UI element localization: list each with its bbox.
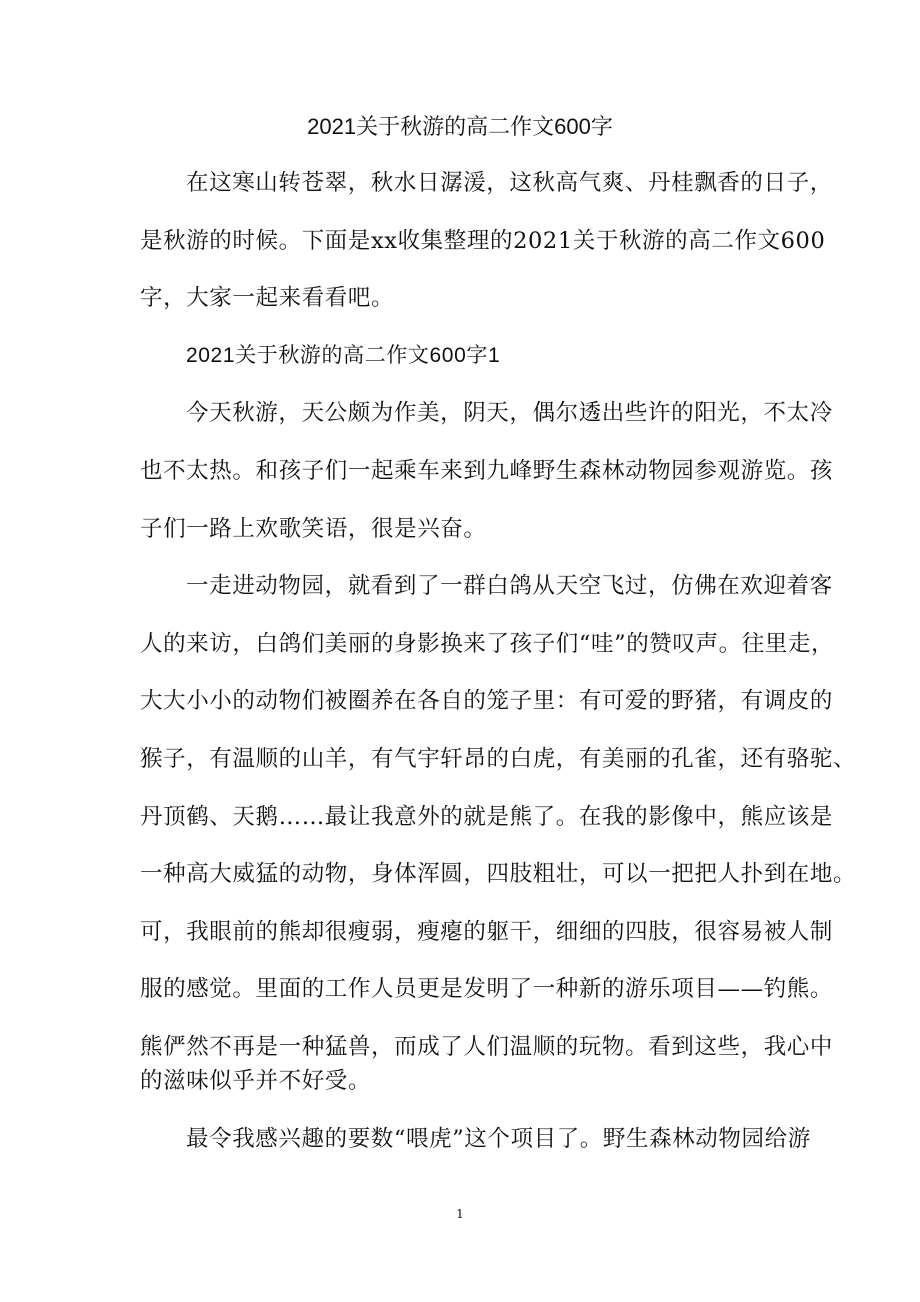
paragraph-line: 一走进动物园，就看到了一群白鸽从天空飞过，仿佛在欢迎着客 <box>186 573 833 599</box>
paragraph-line: 人的来访，白鸽们美丽的身影换来了孩子们“哇”的赞叹声。往里走， <box>140 631 835 657</box>
paragraph-line: 子们一路上欢歌笑语，很是兴奋。 <box>140 516 487 542</box>
paragraph-line: 的滋味似乎并不好受。 <box>140 1068 372 1094</box>
paragraph-line: 字，大家一起来看看吧。 <box>140 285 395 311</box>
paragraph-line: 最令我感兴趣的要数“喂虎”这个项目了。野生森林动物园给游 <box>186 1126 811 1152</box>
section-heading: 2021关于秋游的高二作文600字1 <box>186 344 501 367</box>
paragraph-line: 是秋游的时候。下面是xx收集整理的2021关于秋游的高二作文600 <box>140 228 826 254</box>
paragraph-line: 一种高大威猛的动物，身体浑圆，四肢粗壮，可以一把把人扑到在地。 <box>140 861 857 887</box>
paragraph-line: 猴子，有温顺的山羊，有气宇轩昂的白虎，有美丽的孔雀，还有骆驼、 <box>140 746 857 772</box>
paragraph-line: 今天秋游，天公颇为作美，阴天，偶尔透出些许的阳光，不太冷 <box>186 400 833 426</box>
paragraph-line: 服的感觉。里面的工作人员更是发明了一种新的游乐项目——钓熊。 <box>140 976 834 1002</box>
paragraph-line: 大大小小的动物们被圈养在各自的笼子里：有可爱的野猪，有调皮的 <box>140 688 834 714</box>
paragraph-line: 可，我眼前的熊却很瘦弱，瘦瘪的躯干，细细的四肢，很容易被人制 <box>140 919 834 945</box>
paragraph-line: 熊俨然不再是一种猛兽，而成了人们温顺的玩物。看到这些，我心中 <box>140 1034 834 1060</box>
paragraph-line: 在这寒山转苍翠，秋水日潺湲，这秋高气爽、丹桂飘香的日子， <box>186 170 833 196</box>
page-number: 1 <box>456 1207 464 1221</box>
document-title: 2021关于秋游的高二作文600字 <box>307 114 613 139</box>
paragraph-line: 也不太热。和孩子们一起乘车来到九峰野生森林动物园参观游览。孩 <box>140 458 834 484</box>
paragraph-line: 丹顶鹤、天鹅……最让我意外的就是熊了。在我的影像中，熊应该是 <box>140 804 834 830</box>
